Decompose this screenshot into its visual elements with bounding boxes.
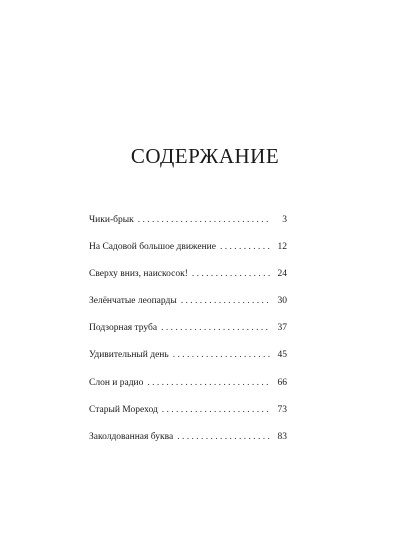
dot-leader <box>181 294 270 308</box>
toc-entry-title: Старый Мореход <box>89 404 158 415</box>
toc-entry <box>89 240 287 267</box>
toc-page-number: 30 <box>277 296 287 307</box>
toc-entry <box>89 213 287 240</box>
toc-entry <box>89 376 287 403</box>
toc-entry-title: Подзорная труба <box>89 323 158 334</box>
toc-page-number: 12 <box>277 242 287 253</box>
toc-heading: СОДЕРЖАНИЕ <box>130 144 280 168</box>
dot-leader <box>162 403 270 417</box>
toc-page-number: 37 <box>277 323 287 334</box>
toc-entry-title: Удивительный день <box>89 350 169 361</box>
toc-entry-title: Заколдованная буква <box>89 431 174 442</box>
toc-page-number: 3 <box>282 215 287 225</box>
toc-page-number: 45 <box>277 350 287 361</box>
dot-leader <box>220 240 270 254</box>
toc-entry-title: Чики-брык <box>89 215 134 225</box>
toc-entry <box>89 267 287 294</box>
toc-entry-title: Зелёнчатые леопарды <box>89 296 177 307</box>
toc-entry <box>89 321 287 348</box>
dot-leader <box>192 267 270 281</box>
dot-leader <box>138 213 270 227</box>
dot-leader <box>147 376 270 390</box>
dot-leader <box>173 348 270 362</box>
toc-page-number: 83 <box>277 431 287 442</box>
toc-entry-title: На Садовой большое движение <box>89 242 216 253</box>
toc-entry <box>89 430 287 457</box>
toc-entry-title: Слон и радио <box>89 377 144 388</box>
toc-page-number: 73 <box>277 404 287 415</box>
toc-page-number: 66 <box>277 377 287 388</box>
toc-entry <box>89 403 287 430</box>
toc-list <box>89 213 287 457</box>
toc-entry-title: Сверху вниз, наискосок! <box>89 269 188 280</box>
toc-entry <box>89 294 287 321</box>
toc-page-number: 24 <box>277 269 287 280</box>
dot-leader <box>161 321 270 335</box>
toc-entry <box>89 348 287 375</box>
dot-leader <box>177 430 270 444</box>
